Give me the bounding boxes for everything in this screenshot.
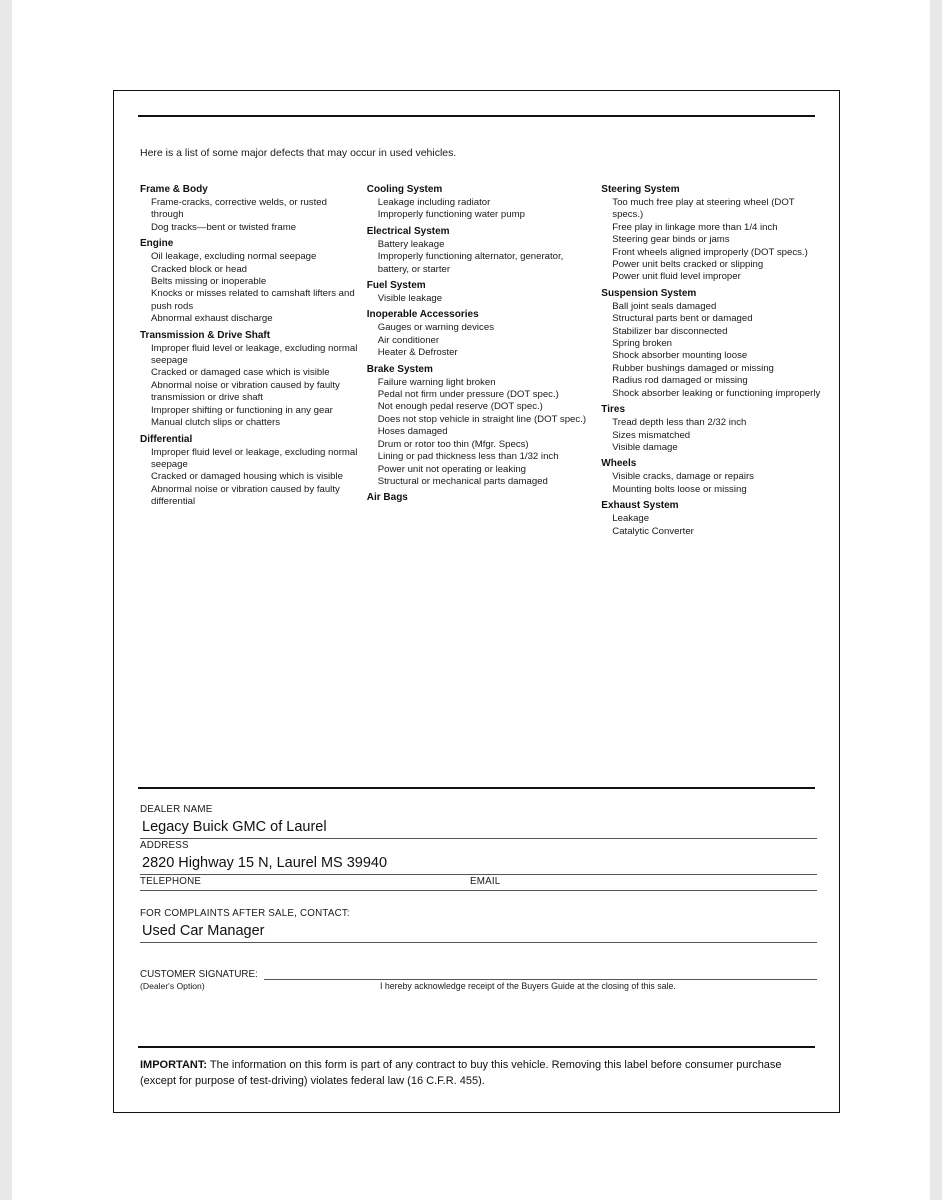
defect-item: Heater & Defroster <box>377 347 458 359</box>
defect-group-title: Engine <box>140 238 174 250</box>
defect-item: Knocks or misses related to camshaft lifters and push rods <box>151 288 355 312</box>
defect-item: Improperly functioning water pump <box>377 209 525 221</box>
defect-group-title: Air Bags <box>366 492 408 504</box>
defect-group-title: Frame & Body <box>140 184 208 195</box>
defect-item: Front wheels aligned improperly (DOT specs.) <box>612 246 808 258</box>
defect-item: Visible damage <box>612 441 678 453</box>
defect-group <box>601 287 821 402</box>
signature-sub-row <box>140 981 817 991</box>
defect-group <box>140 183 359 236</box>
address-label: ADDRESS <box>140 840 189 851</box>
defects-column-1 <box>140 183 367 541</box>
top-divider <box>138 115 815 117</box>
defect-item-list <box>367 322 594 361</box>
buyers-guide-document <box>113 90 840 1113</box>
defect-group <box>601 499 821 540</box>
defect-item-list <box>367 377 594 491</box>
defect-group-title: Cooling System <box>366 184 443 195</box>
defect-item: Tread depth less than 2/32 inch <box>612 417 747 429</box>
defect-item: Sizes mismatched <box>612 429 691 441</box>
defect-item: Not enough pedal reserve (DOT spec.) <box>377 401 543 413</box>
complaints-label: FOR COMPLAINTS AFTER SALE, CONTACT: <box>140 908 350 919</box>
defect-group-title: Transmission & Drive Shaft <box>140 329 271 341</box>
important-text: The information on this form is part of any contract to buy this vehicle. Removing this label before consumer purchase (except for purpose of test-driving) violates federal law (16 C.F.R. 455). <box>140 1059 782 1087</box>
defect-item: Shock absorber mounting loose <box>612 350 748 362</box>
defect-item: Improper fluid level or leakage, excluding normal seepage <box>151 342 358 367</box>
signature-field[interactable] <box>140 969 817 991</box>
important-heading: IMPORTANT: <box>140 1059 208 1071</box>
telephone-label: TELEPHONE <box>140 876 202 887</box>
defect-group <box>367 225 594 278</box>
defect-item: Cracked or damaged case which is visible <box>151 367 330 379</box>
email-label: EMAIL <box>470 876 501 887</box>
signature-label: CUSTOMER SIGNATURE: <box>140 969 258 980</box>
defect-group <box>367 363 594 491</box>
defect-item-list <box>367 197 594 224</box>
defect-item: Stabilizer bar disconnected <box>612 325 728 337</box>
defect-item-list <box>140 197 359 236</box>
defect-item: Abnormal noise or vibration caused by faulty differential <box>151 483 340 508</box>
defect-item: Catalytic Converter <box>612 525 694 537</box>
signature-acknowledgement: I hereby acknowledge receipt of the Buyers Guide at the closing of this sale. <box>380 981 676 991</box>
defect-item: Cracked block or head <box>151 263 247 275</box>
defect-item: Leakage including radiator <box>377 197 491 208</box>
defect-group-title: Tires <box>601 404 626 416</box>
defect-item: Steering gear binds or jams <box>612 234 730 246</box>
complaints-underline <box>140 942 817 943</box>
defect-group <box>367 183 594 224</box>
defect-item: Ball joint seals damaged <box>612 300 717 312</box>
defect-group <box>601 457 821 498</box>
complaints-field[interactable] <box>140 907 817 943</box>
defect-item-list <box>140 447 359 511</box>
defect-item: Structural parts bent or damaged <box>612 313 753 325</box>
defect-item: Manual clutch slips or chatters <box>151 417 281 429</box>
defect-group <box>601 183 821 286</box>
defect-item: Does not stop vehicle in straight line (DOT spec.) <box>377 413 587 425</box>
defect-item: Leakage <box>612 513 650 525</box>
defect-item: Hoses damaged <box>377 426 448 438</box>
defect-item: Power unit fluid level improper <box>612 271 741 283</box>
defect-item: Frame-cracks, corrective welds, or rusted through <box>151 197 327 221</box>
defect-item: Gauges or warning devices <box>377 322 494 334</box>
defect-item: Free play in linkage more than 1/4 inch <box>612 221 778 233</box>
defect-group-title: Wheels <box>601 458 637 470</box>
defect-group-title: Exhaust System <box>601 500 679 512</box>
defect-group-title: Steering System <box>601 184 680 195</box>
defect-item: Battery leakage <box>377 238 445 250</box>
defect-group <box>367 308 594 361</box>
defect-item: Dog tracks—bent or twisted frame <box>151 221 297 233</box>
defect-item-list <box>601 417 821 456</box>
dealer-form <box>140 803 817 991</box>
defect-item-list <box>601 513 821 540</box>
defect-item: Visible leakage <box>377 293 443 305</box>
defect-group <box>140 433 359 511</box>
signature-row <box>140 969 817 980</box>
defect-group-title: Inoperable Accessories <box>366 309 479 321</box>
form-divider <box>138 787 815 789</box>
defect-item-list <box>601 197 821 286</box>
defect-group <box>367 491 594 505</box>
defect-item: Air conditioner <box>377 334 440 346</box>
signature-underline[interactable] <box>264 969 817 980</box>
important-notice <box>140 1057 813 1089</box>
defect-item: Shock absorber leaking or functioning improperly <box>612 387 821 399</box>
defect-item: Improper fluid level or leakage, excluding normal seepage <box>151 446 358 470</box>
defect-item: Pedal not firm under pressure (DOT spec.) <box>377 389 559 401</box>
defect-item: Abnormal noise or vibration caused by faulty transmission or drive shaft <box>151 379 340 404</box>
defect-group-title: Fuel System <box>366 280 426 292</box>
defect-item: Belts missing or inoperable <box>151 276 267 288</box>
defect-item-list <box>601 471 821 498</box>
defect-item: Failure warning light broken <box>377 376 496 388</box>
defect-item-list <box>140 343 359 432</box>
defect-item: Radius rod damaged or missing <box>612 375 748 387</box>
complaints-value: Used Car Manager <box>142 923 265 939</box>
defect-group <box>140 237 359 327</box>
page-sheet <box>12 0 930 1200</box>
defect-group <box>601 403 821 456</box>
defect-item: Power unit belts cracked or slipping <box>612 259 764 271</box>
defect-group-title: Brake System <box>366 363 433 375</box>
defect-group-title: Electrical System <box>366 225 450 237</box>
defect-item-list <box>140 251 359 327</box>
defect-item: Improper shifting or functioning in any gear <box>151 404 333 416</box>
important-divider <box>138 1046 815 1048</box>
defect-item: Structural or mechanical parts damaged <box>377 475 548 487</box>
defect-item: Improperly functioning alternator, generator, battery, or starter <box>377 251 564 275</box>
defect-item: Rubber bushings damaged or missing <box>612 362 774 374</box>
defect-group-title: Suspension System <box>601 287 697 299</box>
intro-text: Here is a list of some major defects that may occur in used vehicles. <box>140 147 457 159</box>
defect-item: Mounting bolts loose or missing <box>612 483 747 495</box>
address-field[interactable] <box>140 839 817 875</box>
telephone-email-field[interactable] <box>140 875 817 891</box>
dealer-name-field[interactable] <box>140 803 817 839</box>
defect-item: Oil leakage, excluding normal seepage <box>151 251 317 263</box>
defect-item: Lining or pad thickness less than 1/32 inch <box>377 451 559 463</box>
defect-item: Abnormal exhaust discharge <box>151 313 273 325</box>
defect-item: Power unit not operating or leaking <box>377 463 526 475</box>
dealer-name-value: Legacy Buick GMC of Laurel <box>142 819 327 835</box>
defect-group <box>367 279 594 307</box>
defect-group-title: Differential <box>140 433 193 445</box>
defect-item: Drum or rotor too thin (Mfgr. Specs) <box>377 438 529 450</box>
dealer-name-label: DEALER NAME <box>140 804 213 815</box>
defect-item: Visible cracks, damage or repairs <box>612 471 754 483</box>
defect-item-list <box>367 239 594 278</box>
defect-item: Too much free play at steering wheel (DOT specs.) <box>612 197 795 221</box>
defect-item-list <box>367 293 594 307</box>
defect-item: Cracked or damaged housing which is visible <box>151 471 343 483</box>
telephone-email-underline <box>140 890 817 891</box>
defect-group <box>140 329 359 432</box>
defects-columns <box>140 183 821 541</box>
defect-item-list <box>601 301 821 402</box>
address-value: 2820 Highway 15 N, Laurel MS 39940 <box>142 855 388 871</box>
signature-option-note: (Dealer's Option) <box>140 981 205 991</box>
defect-item: Spring broken <box>612 338 673 350</box>
defects-column-2 <box>367 183 602 541</box>
telephone-email-labels <box>140 875 817 889</box>
defects-column-3 <box>601 183 821 541</box>
